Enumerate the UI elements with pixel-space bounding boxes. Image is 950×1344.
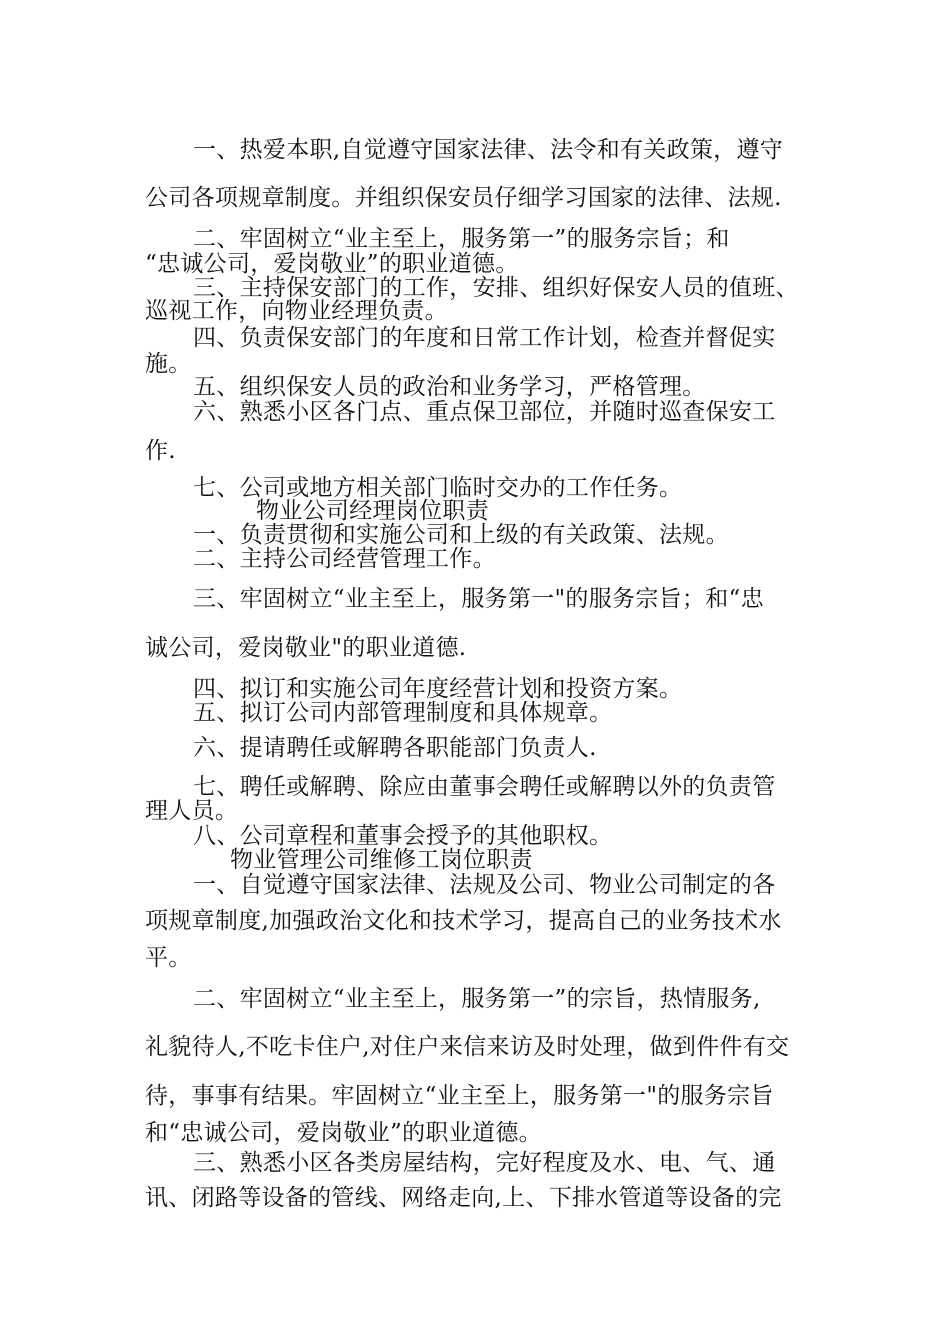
text-line: 四、负责保安部门的年度和日常工作计划，检查并督促实 (193, 325, 776, 351)
text-line: 巡视工作，向物业经理负责。 (145, 298, 448, 324)
text-line: 二、牢固树立“业主至上，服务第一”的宗旨，热情服务, (193, 986, 761, 1012)
text-line: 诚公司，爱岗敬业"的职业道德. (145, 635, 467, 661)
text-line: 五、拟订公司内部管理制度和具体规章。 (193, 700, 613, 726)
section-heading: 物业管理公司维修工岗位职责 (230, 847, 533, 873)
text-line: 作. (145, 438, 176, 464)
text-line: 平。 (145, 945, 192, 971)
text-line: 待，事事有结果。牢固树立“业主至上，服务第一"的服务宗旨 (145, 1083, 774, 1109)
text-line: 六、熟悉小区各门点、重点保卫部位，并随时巡查保安工 (193, 399, 776, 425)
text-line: 一、负责贯彻和实施公司和上级的有关政策、法规。 (193, 522, 729, 548)
section-heading: 物业公司经理岗位职责 (256, 498, 489, 524)
text-line: 五、组织保安人员的政治和业务学习，严格管理。 (193, 374, 706, 400)
text-line: 四、拟订和实施公司年度经营计划和投资方案。 (193, 676, 683, 702)
text-line: 一、自觉遵守国家法律、法规及公司、物业公司制定的各 (193, 872, 776, 898)
text-line: 施。 (145, 351, 192, 377)
text-line: 八、公司章程和董事会授予的其他职权。 (193, 823, 613, 849)
text-line: 公司各项规章制度。并组织保安员仔细学习国家的法律、法规. (145, 185, 782, 211)
text-line: 二、主持公司经营管理工作。 (193, 546, 496, 572)
text-line: 礼貌待人,不吃卡住户,对住户来信来访及时处理，做到件件有交 (145, 1034, 790, 1060)
text-line: 和“忠诚公司，爱岗敬业”的职业道德。 (145, 1120, 542, 1146)
text-line: “忠诚公司，爱岗敬业”的职业道德。 (145, 251, 519, 277)
text-line: 三、主持保安部门的工作，安排、组织好保安人员的值班、 (193, 275, 799, 301)
text-line: 一、热爱本职,自觉遵守国家法律、法令和有关政策，遵守 (193, 137, 784, 163)
text-line: 二、牢固树立“业主至上，服务第一”的服务宗旨；和 (193, 226, 730, 252)
text-line: 六、提请聘任或解聘各职能部门负责人. (193, 735, 597, 761)
text-line: 三、牢固树立“业主至上，服务第一"的服务宗旨；和“忠 (193, 586, 764, 612)
text-line: 七、公司或地方相关部门临时交办的工作任务。 (193, 475, 683, 501)
text-line: 讯、闭路等设备的管线、网络走向,上、下排水管道等设备的完 (145, 1185, 782, 1211)
text-line: 三、熟悉小区各类房屋结构，完好程度及水、电、气、通 (193, 1150, 776, 1176)
text-line: 理人员。 (145, 798, 239, 824)
text-line: 七、聘任或解聘、除应由董事会聘任或解聘以外的负责管 (193, 774, 776, 800)
text-line: 项规章制度,加强政治文化和技术学习，提高自己的业务技术水 (145, 908, 782, 934)
